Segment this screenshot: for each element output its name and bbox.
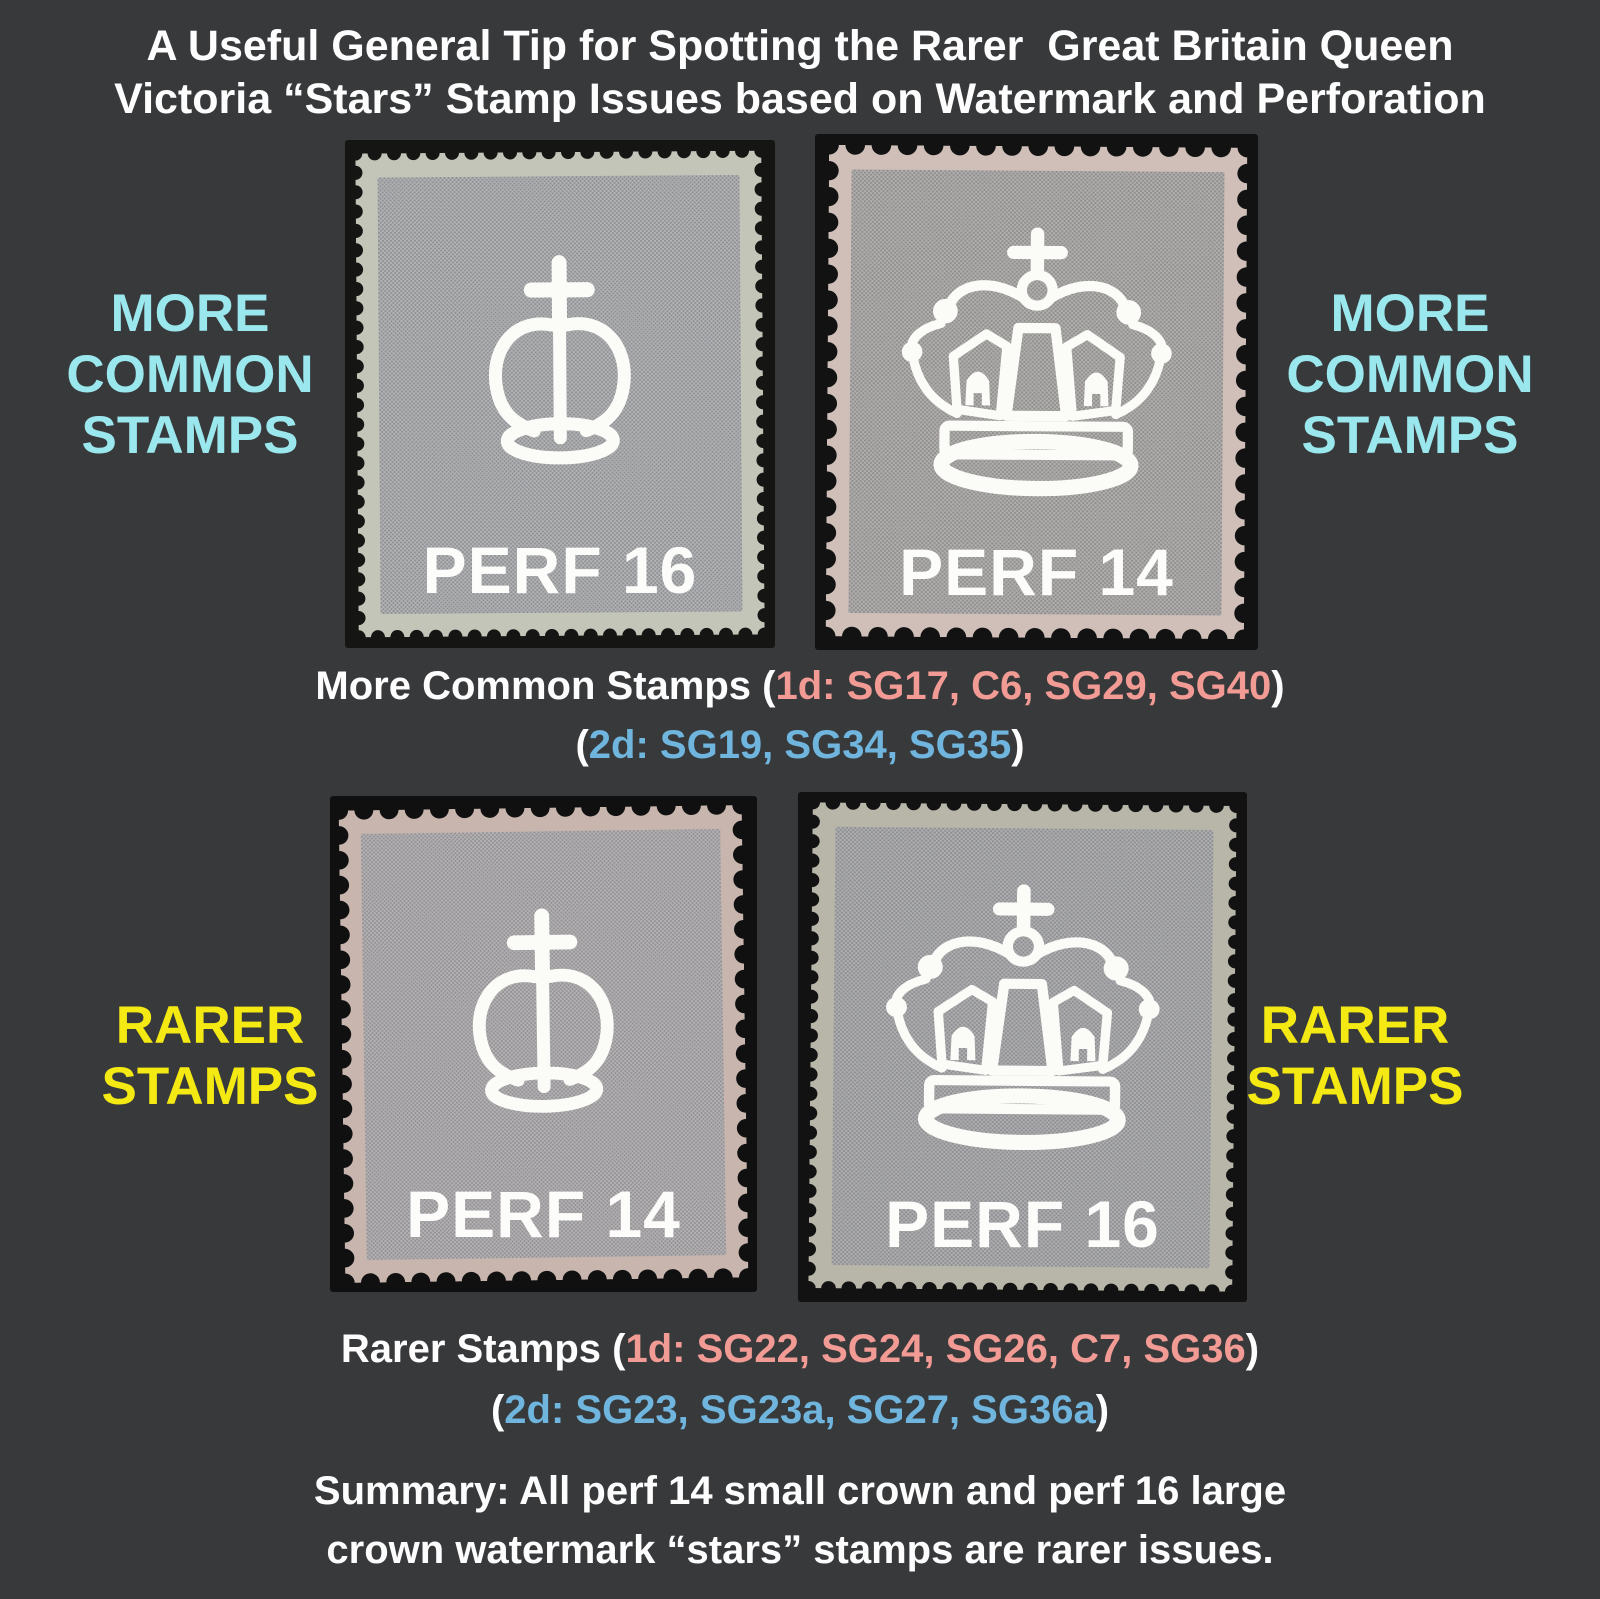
rarer-label-word: STAMPS: [1246, 1057, 1464, 1116]
perf-label-text: PERF 16: [885, 1187, 1160, 1261]
page-title: [0, 20, 1600, 126]
perf-label-text: PERF 14: [406, 1177, 681, 1251]
caption-2d-list: 2d: SG19, SG34, SG35: [588, 723, 1012, 767]
title-line-2: Victoria “Stars” Stamp Issues based on Watermark and Perforation: [114, 75, 1486, 123]
more-common-label-right: [1245, 283, 1575, 466]
perf-label: [798, 1187, 1247, 1261]
caption-white-text: ): [1095, 1388, 1110, 1432]
more-common-label-word: COMMON: [1286, 345, 1534, 404]
common-stamps-caption-line1: [0, 663, 1600, 709]
caption-white-text: ): [1271, 664, 1285, 708]
perf-label: [330, 1177, 757, 1251]
summary-line-1: Summary: All perf 14 small crown and perf 16 large: [313, 1469, 1287, 1513]
more-common-label-left: [25, 283, 355, 466]
summary-line-2: crown watermark “stars” stamps are rarer issues.: [326, 1528, 1274, 1572]
perf-label-text: PERF 16: [422, 533, 698, 607]
caption-white-text: ): [1245, 1327, 1260, 1371]
perf-label-text: PERF 14: [899, 535, 1174, 609]
rarer-label-left: [45, 995, 375, 1117]
caption-white-text: ): [1011, 723, 1025, 767]
rarer-label-word: RARER: [115, 996, 305, 1055]
more-common-label-word: STAMPS: [1301, 406, 1519, 465]
title-line-1: A Useful General Tip for Spotting the Rarer Great Britain Queen: [146, 22, 1454, 70]
caption-white-text: More Common Stamps (: [315, 664, 776, 708]
caption-white-text: (: [575, 723, 589, 767]
perf-label: [815, 535, 1258, 609]
caption-2d-list: 2d: SG23, SG23a, SG27, SG36a: [504, 1388, 1096, 1432]
more-common-label-word: COMMON: [66, 345, 314, 404]
caption-1d-list: 1d: SG17, C6, SG29, SG40: [775, 664, 1272, 708]
rarer-label-word: RARER: [1260, 996, 1450, 1055]
more-common-label-word: MORE: [1330, 284, 1490, 343]
stamp-photo-top-right-perf14-large-crown: [815, 134, 1258, 650]
stamp-photo-top-left-perf16-small-crown: [345, 140, 775, 648]
more-common-label-word: STAMPS: [81, 406, 299, 465]
perf-label: [345, 533, 775, 607]
caption-1d-list: 1d: SG22, SG24, SG26, C7, SG36: [625, 1327, 1246, 1371]
caption-white-text: Rarer Stamps (: [340, 1327, 626, 1371]
common-stamps-caption-line2: [0, 722, 1600, 768]
stamp-photo-bottom-left-perf14-small-crown: [330, 796, 757, 1292]
rarer-stamps-caption-line2: [0, 1387, 1600, 1433]
stamp-photo-bottom-right-perf16-large-crown: [798, 792, 1247, 1302]
caption-white-text: (: [490, 1388, 505, 1432]
more-common-label-word: MORE: [110, 284, 270, 343]
rarer-stamps-caption-line1: [0, 1326, 1600, 1372]
summary-text: [0, 1462, 1600, 1580]
rarer-label-word: STAMPS: [101, 1057, 319, 1116]
